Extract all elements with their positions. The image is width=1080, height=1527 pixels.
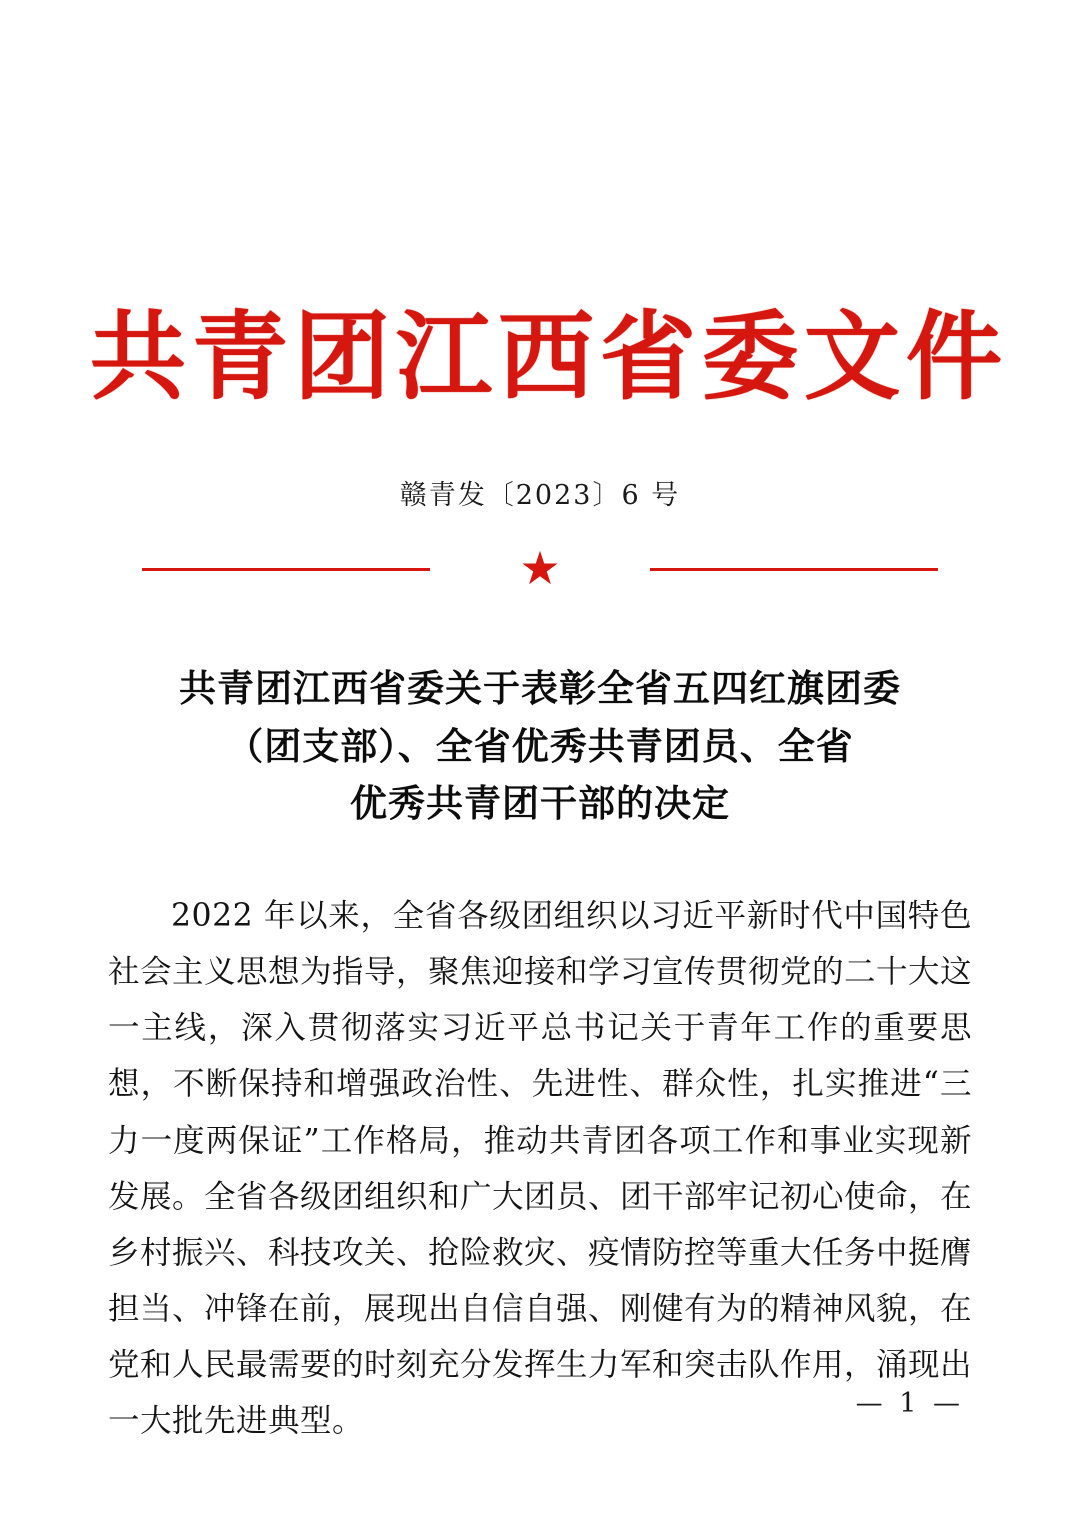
separator-line-left (142, 568, 430, 571)
separator-line-right (650, 568, 938, 571)
page-title (90, 660, 990, 832)
body-text (90, 888, 990, 1449)
page-title-line-1: 共青团江西省委关于表彰全省五四红旗团委 (179, 666, 901, 711)
red-star-icon: ★ (503, 545, 576, 591)
page-number: — 1 — (855, 1388, 964, 1419)
document-number: 赣青发〔2023〕6 号 (399, 480, 681, 512)
page-title-line-3: 优秀共青团干部的决定 (350, 780, 730, 825)
masthead-title: 共青团江西省委文件 (90, 300, 1008, 413)
red-separator (90, 541, 990, 596)
page-title-line-2: （团支部）、全省优秀共青团员、全省 (226, 723, 854, 768)
body-paragraph: 2022 年以来，全省各级团组织以习近平新时代中国特色社会主义思想为指导，聚焦迎接和学习宣传贯彻党的二十大这一主线，深入贯彻落实习近平总书记关于青年工作的重要思想，不断保持和增强政治性、先进性、群众性，扎实推进“三力一度两保证”工作格局，推动共青团各项工作和事业实现新发展。全省各级团组织和广大团员、团干部牢记初心使命，在乡村振兴、科技攻关、抢险救灾、疫情防控等重大任务中挺膺担当、冲锋在前，展现出自信自强、刚健有为的精神风貌，在党和人民最需要的时刻充分发挥生力军和突击队作用，涌现出一大批先进典型。 (108, 898, 973, 1439)
masthead (90, 300, 1008, 413)
